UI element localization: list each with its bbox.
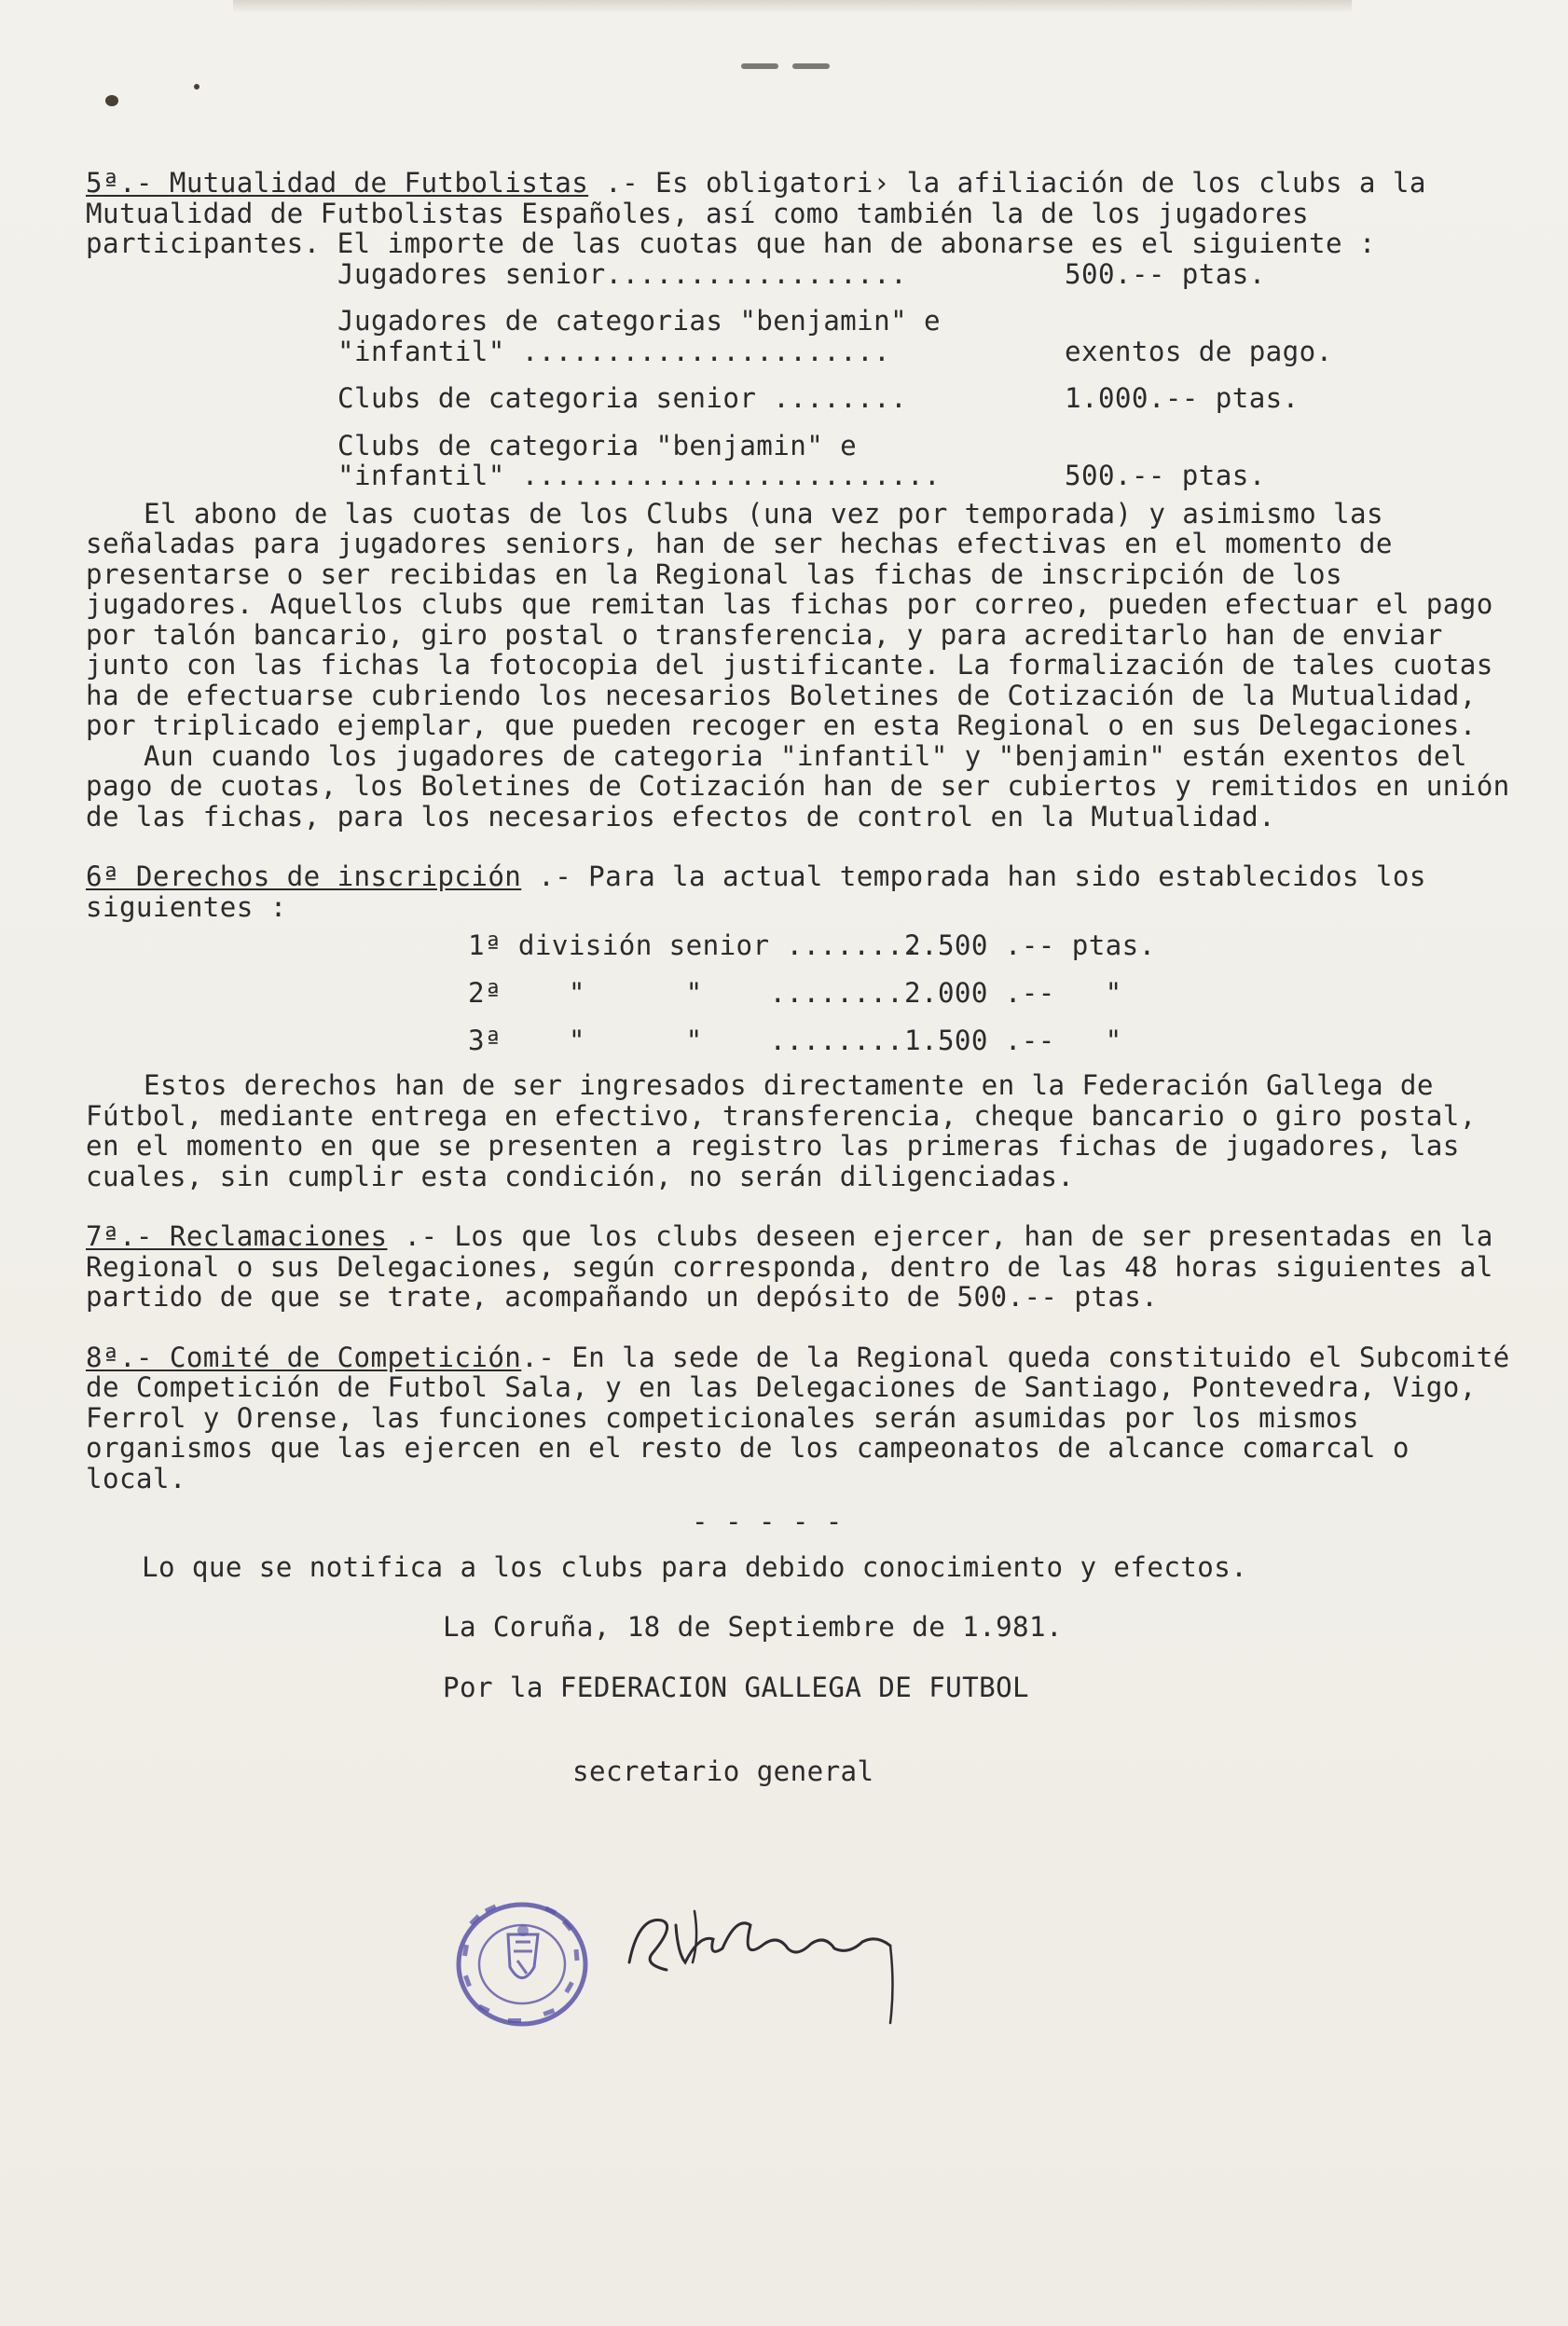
document-date: La Coruña, 18 de Septiembre de 1.981. bbox=[443, 1611, 1063, 1643]
section-5-heading: 5ª.- Mutualidad de Futbolistas bbox=[86, 167, 589, 199]
fee-value: 500.-- ptas. bbox=[1065, 460, 1266, 491]
section-6-paragraph: Estos derechos han de ser ingresados directamente en la Federación Gallega de Fútbol, mediante entrega en efectivo, transferencia, cheque bancario o giro postal, en el momento en que se presenten a registro las primeras fichas de jugadores, las cuales, sin cumplir esta condición, no serán diligenciadas. bbox=[86, 1069, 1477, 1192]
section-5-paragraph: El abono de las cuotas de los Clubs (una vez por temporada) y asimismo las señaladas para jugadores seniors, han de ser hechas efectivas en el momento de presentarse o ser recibidas en la Regional las fichas de inscripción de los jugadores. Aquellos clubs que remitan las fichas por correo, pueden efectuar el pago por talón bancario, giro postal o transferencia, y para acreditarlo han de enviar junto con las fichas la fotocopia del justificante. La formalización de tales cuotas ha de efectuarse cubriendo los necesarios Boletines de Cotización de la Mutualidad, por triplicado ejemplar, que pueden recoger en esta Regional o en sus Delegaciones. bbox=[86, 497, 1493, 741]
ink-spot bbox=[194, 84, 199, 89]
federation-stamp bbox=[452, 1897, 592, 2032]
section-8-paragraph bbox=[86, 1342, 1526, 1494]
fee-label: Jugadores de categorias "benjamin" e "infantil" ...................... bbox=[337, 305, 942, 367]
inscription-row bbox=[468, 1017, 1526, 1065]
section-6-heading: 6ª Derechos de inscripción bbox=[86, 860, 522, 892]
section-8-lead: .- En la sede de la Regional queda constituido el Subcomité de Competición de Futbol Sala, y en las Delegaciones de Santiago, Pontevedra, Vigo, Ferrol y Orense, las funciones competicionales serán asumidas por los mismos organismos que las ejercen en el resto de los campeonatos de alcance comarcal o local. bbox=[86, 1341, 1510, 1494]
section-6-intro bbox=[86, 861, 1526, 922]
section-5-lead: .- Es obligatori› la afiliación de los clubs a la Mutualidad de Futbolistas Españoles, así como también la de los jugadores participantes. El importe de las cuotas que han de abonarse es el siguiente : bbox=[86, 167, 1426, 259]
separator: - - - - - bbox=[692, 1506, 843, 1537]
section-7-lead: .- Los que los clubs deseen ejercer, han de ser presentadas en la Regional o sus Delegaciones, según corresponda, dentro de las 48 horas siguientes al partido de que se trate, acompañando un depósito de 500.-- ptas. bbox=[86, 1220, 1493, 1313]
fee-row bbox=[337, 259, 1526, 290]
division-amount: 2.000 .-- " bbox=[904, 977, 1122, 1010]
fee-value: exentos de pago. bbox=[1065, 335, 1333, 367]
section-8-heading: 8ª.- Comité de Competición bbox=[86, 1341, 522, 1373]
document-body bbox=[86, 168, 1526, 1787]
section-7-heading: 7ª.- Reclamaciones bbox=[86, 1220, 388, 1252]
inscription-row bbox=[468, 922, 1526, 970]
fee-label: Clubs de categoria "benjamin" e "infantil" ......................... bbox=[337, 429, 942, 491]
mutualidad-fee-table bbox=[337, 259, 1526, 491]
inscription-fee-table bbox=[86, 922, 1526, 1065]
division-label: 1ª división senior ........ bbox=[468, 929, 921, 962]
closing-notice: Lo que se notifica a los clubs para debido conocimiento y efectos. bbox=[142, 1550, 1248, 1583]
fee-value: 500.-- ptas. bbox=[1065, 257, 1266, 290]
signed-by: Por la FEDERACION GALLEGA DE FUTBOL bbox=[443, 1671, 1030, 1703]
division-amount: 2.500 .-- ptas. bbox=[904, 929, 1156, 962]
division-label: 2ª " " ........ bbox=[468, 977, 904, 1010]
division-amount: 1.500 .-- " bbox=[904, 1025, 1122, 1057]
section-5-intro bbox=[86, 168, 1526, 259]
section-6-lead: .- Para la actual temporada han sido establecidos los siguientes : bbox=[86, 860, 1426, 923]
inscription-row bbox=[468, 970, 1526, 1017]
paper-edge-shadow bbox=[233, 0, 1352, 13]
section-5-paragraph: Aun cuando los jugadores de categoria "infantil" y "benjamin" están exentos del pago de cuotas, los Boletines de Cotización han de ser cubiertos y remitidos en unión de las fichas, para los necesarios efectos de control en la Mutualidad. bbox=[86, 739, 1510, 833]
secretary-title: secretario general bbox=[572, 1755, 874, 1787]
fee-row bbox=[337, 431, 1526, 491]
handwritten-signature bbox=[611, 1897, 918, 2028]
section-7-paragraph bbox=[86, 1221, 1526, 1313]
fee-row bbox=[337, 306, 1526, 366]
division-label: 3ª " " ........ bbox=[468, 1025, 904, 1057]
fee-value: 1.000.-- ptas. bbox=[1065, 382, 1300, 414]
fee-row bbox=[337, 383, 1526, 414]
ink-spot bbox=[105, 95, 118, 106]
fee-label: Clubs de categoria senior ........ bbox=[337, 382, 908, 414]
staple-mark bbox=[741, 62, 834, 71]
fee-label: Jugadores senior.................. bbox=[337, 257, 908, 290]
